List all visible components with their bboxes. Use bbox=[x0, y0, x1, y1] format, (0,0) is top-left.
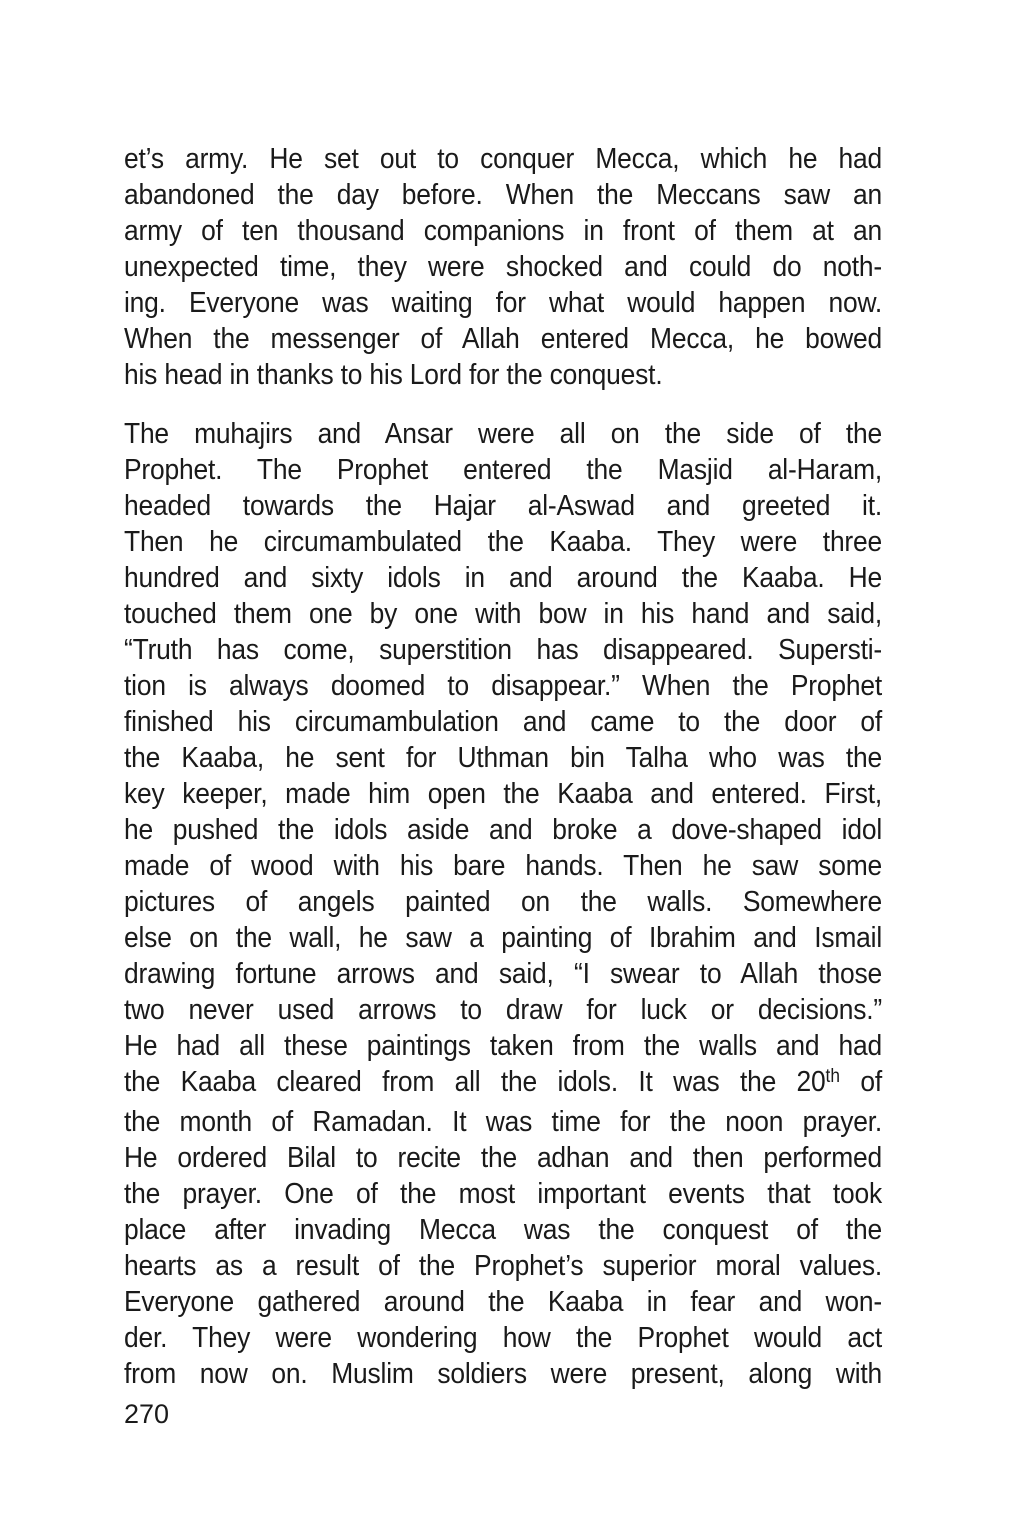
text-line: the month of Ramadan. It was time for the noon prayer. bbox=[124, 1106, 883, 1138]
text-line: hundred and sixty idols in and around the Kaaba. He bbox=[124, 562, 883, 594]
text-block bbox=[124, 141, 882, 1392]
text-line: the Kaaba, he sent for Uthman bin Talha who was the bbox=[124, 742, 883, 774]
text-line: he pushed the idols aside and broke a dove-shaped idol bbox=[124, 814, 883, 846]
text-line: der. They were wondering how the Prophet would act bbox=[124, 1322, 883, 1354]
text-line: two never used arrows to draw for luck or decisions.” bbox=[124, 994, 883, 1026]
text-line: his head in thanks to his Lord for the conquest. bbox=[124, 359, 663, 391]
text-line: army of ten thousand companions in front of them at an bbox=[124, 215, 883, 247]
text-line: abandoned the day before. When the Meccans saw an bbox=[124, 179, 883, 211]
text-line: unexpected time, they were shocked and could do noth- bbox=[124, 251, 883, 283]
text-line: made of wood with his bare hands. Then he saw some bbox=[124, 850, 883, 882]
text-line: touched them one by one with bow in his hand and said, bbox=[124, 598, 883, 630]
text-line: ing. Everyone was waiting for what would happen now. bbox=[124, 287, 883, 319]
text-line: place after invading Mecca was the conquest of the bbox=[124, 1214, 883, 1246]
text-line-part: the Kaaba cleared from all the idols. It was the 20 bbox=[124, 1066, 826, 1098]
paragraph bbox=[124, 141, 882, 393]
text-line: Prophet. The Prophet entered the Masjid al-Haram, bbox=[124, 454, 883, 486]
text-line: When the messenger of Allah entered Mecca, he bowed bbox=[124, 323, 883, 355]
text-line: “Truth has come, superstition has disappeared. Supersti- bbox=[124, 634, 883, 666]
text-line: key keeper, made him open the Kaaba and entered. First, bbox=[124, 778, 883, 810]
paragraph bbox=[124, 416, 882, 1392]
text-line: drawing fortune arrows and said, “I swear to Allah those bbox=[124, 958, 883, 990]
text-line: else on the wall, he saw a painting of Ibrahim and Ismail bbox=[124, 922, 883, 954]
ordinal-superscript: th bbox=[825, 1066, 840, 1088]
text-line: hearts as a result of the Prophet’s superior moral values. bbox=[124, 1250, 883, 1282]
text-line bbox=[124, 1064, 882, 1104]
text-line: The muhajirs and Ansar were all on the side of the bbox=[124, 418, 883, 450]
page-number: 270 bbox=[124, 1399, 170, 1429]
text-line: Everyone gathered around the Kaaba in fear and won- bbox=[124, 1286, 883, 1318]
text-line: from now on. Muslim soldiers were present, along with bbox=[124, 1358, 883, 1390]
text-line: finished his circumambulation and came to the door of bbox=[124, 706, 883, 738]
text-line: Then he circumambulated the Kaaba. They were three bbox=[124, 526, 883, 558]
text-line: He ordered Bilal to recite the adhan and then performed bbox=[124, 1142, 883, 1174]
text-line: the prayer. One of the most important events that took bbox=[124, 1178, 883, 1210]
text-column bbox=[124, 141, 882, 1415]
text-line: headed towards the Hajar al-Aswad and greeted it. bbox=[124, 490, 883, 522]
text-line: pictures of angels painted on the walls. Somewhere bbox=[124, 886, 883, 918]
text-line: tion is always doomed to disappear.” When the Prophet bbox=[124, 670, 883, 702]
text-line-part: of bbox=[839, 1066, 883, 1098]
text-line: et’s army. He set out to conquer Mecca, which he had bbox=[124, 143, 883, 175]
text-line: He had all these paintings taken from the walls and had bbox=[124, 1030, 883, 1062]
